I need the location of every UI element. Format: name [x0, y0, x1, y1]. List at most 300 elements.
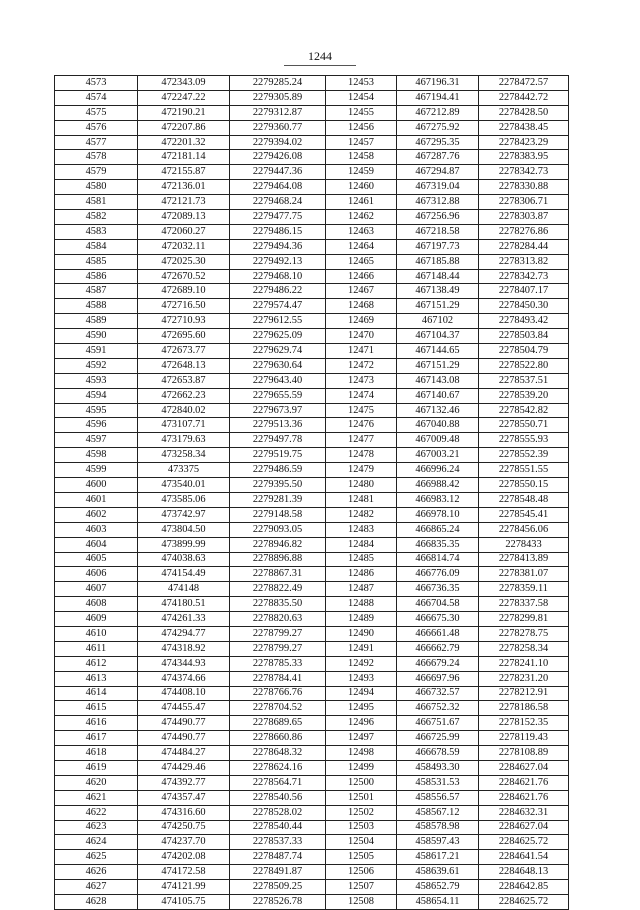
- table-cell: 2278537.51: [479, 373, 569, 388]
- table-cell: 2278648.32: [230, 746, 326, 761]
- table-cell: 2278278.75: [479, 626, 569, 641]
- table-cell: 4584: [55, 239, 138, 254]
- table-cell: 4585: [55, 254, 138, 269]
- table-cell: 2278799.27: [230, 641, 326, 656]
- table-cell: 2284621.76: [479, 790, 569, 805]
- table-cell: 4592: [55, 358, 138, 373]
- table-cell: 474392.77: [138, 775, 230, 790]
- table-cell: 466661.48: [397, 626, 479, 641]
- table-cell: 4587: [55, 284, 138, 299]
- table-cell: 2279468.24: [230, 195, 326, 210]
- table-cell: 467294.87: [397, 165, 479, 180]
- table-row: [55, 775, 569, 790]
- table-cell: 2278689.65: [230, 716, 326, 731]
- table-cell: 2279612.55: [230, 314, 326, 329]
- table-cell: 4599: [55, 463, 138, 478]
- table-cell: 466675.30: [397, 612, 479, 627]
- table-cell: 2284627.04: [479, 760, 569, 775]
- table-cell: 12502: [326, 805, 397, 820]
- table-row: [55, 224, 569, 239]
- table-cell: 2278299.81: [479, 612, 569, 627]
- table-cell: 2278509.25: [230, 880, 326, 895]
- table-cell: 2278423.29: [479, 135, 569, 150]
- table-cell: 4576: [55, 120, 138, 135]
- table-cell: 12491: [326, 641, 397, 656]
- table-cell: 4626: [55, 865, 138, 880]
- table-cell: 4590: [55, 329, 138, 344]
- table-cell: 2278303.87: [479, 210, 569, 225]
- table-cell: 474344.93: [138, 656, 230, 671]
- table-cell: 474105.75: [138, 894, 230, 909]
- table-cell: 2278552.39: [479, 448, 569, 463]
- table-cell: 458531.53: [397, 775, 479, 790]
- table-cell: 12488: [326, 597, 397, 612]
- table-row: [55, 522, 569, 537]
- table-cell: 2278487.74: [230, 850, 326, 865]
- table-cell: 2278342.73: [479, 165, 569, 180]
- table-cell: 467040.88: [397, 418, 479, 433]
- table-cell: 12508: [326, 894, 397, 909]
- table-cell: 467140.67: [397, 388, 479, 403]
- table-row: [55, 269, 569, 284]
- table-cell: 2279464.08: [230, 180, 326, 195]
- table-cell: 4579: [55, 165, 138, 180]
- table-cell: 2284627.04: [479, 820, 569, 835]
- table-cell: 12475: [326, 403, 397, 418]
- table-cell: 466814.74: [397, 552, 479, 567]
- table-cell: 2278456.06: [479, 522, 569, 537]
- table-cell: 12461: [326, 195, 397, 210]
- table-cell: 2279426.08: [230, 150, 326, 165]
- table-cell: 2278212.91: [479, 686, 569, 701]
- table-cell: 4595: [55, 403, 138, 418]
- table-cell: 12478: [326, 448, 397, 463]
- table-cell: 12474: [326, 388, 397, 403]
- table-cell: 4601: [55, 492, 138, 507]
- table-cell: 467256.96: [397, 210, 479, 225]
- table-cell: 4588: [55, 299, 138, 314]
- table-row: [55, 239, 569, 254]
- page-number: 1244: [308, 49, 332, 63]
- table-cell: 472648.13: [138, 358, 230, 373]
- table-cell: 472032.11: [138, 239, 230, 254]
- table-cell: 2279447.36: [230, 165, 326, 180]
- header-rule: [284, 65, 356, 66]
- table-cell: 472155.87: [138, 165, 230, 180]
- table-cell: 2278359.11: [479, 582, 569, 597]
- table-cell: 467185.88: [397, 254, 479, 269]
- table-cell: 466751.67: [397, 716, 479, 731]
- table-cell: 473899.99: [138, 537, 230, 552]
- table-cell: 2278450.30: [479, 299, 569, 314]
- table-cell: 4577: [55, 135, 138, 150]
- table-cell: 474250.75: [138, 820, 230, 835]
- table-cell: 474261.33: [138, 612, 230, 627]
- table-cell: 2279468.10: [230, 269, 326, 284]
- table-cell: 2279492.13: [230, 254, 326, 269]
- table-cell: 4621: [55, 790, 138, 805]
- table-cell: 12500: [326, 775, 397, 790]
- table-cell: 474318.92: [138, 641, 230, 656]
- table-cell: 12472: [326, 358, 397, 373]
- table-cell: 472190.21: [138, 105, 230, 120]
- table-cell: 2278119.43: [479, 731, 569, 746]
- table-cell: 2278383.95: [479, 150, 569, 165]
- table-row: [55, 210, 569, 225]
- table-cell: 2278820.63: [230, 612, 326, 627]
- table-cell: 4603: [55, 522, 138, 537]
- table-cell: 466732.57: [397, 686, 479, 701]
- table-cell: 2278472.57: [479, 76, 569, 91]
- table-cell: 2279148.58: [230, 507, 326, 522]
- table-cell: 2279281.39: [230, 492, 326, 507]
- table-cell: 2278946.82: [230, 537, 326, 552]
- table-cell: 4591: [55, 344, 138, 359]
- table-cell: 466865.24: [397, 522, 479, 537]
- table-row: [55, 358, 569, 373]
- table-cell: 474202.08: [138, 850, 230, 865]
- table-cell: 2279643.40: [230, 373, 326, 388]
- table-row: [55, 463, 569, 478]
- table-cell: 2278540.56: [230, 790, 326, 805]
- table-cell: 467197.73: [397, 239, 479, 254]
- table-cell: 12477: [326, 433, 397, 448]
- table-cell: 467102: [397, 314, 479, 329]
- table-cell: 458578.98: [397, 820, 479, 835]
- table-cell: 474148: [138, 582, 230, 597]
- table-row: [55, 612, 569, 627]
- table-cell: 4609: [55, 612, 138, 627]
- table-cell: 2279395.50: [230, 478, 326, 493]
- table-cell: 472695.60: [138, 329, 230, 344]
- table-cell: 12494: [326, 686, 397, 701]
- table-cell: 472201.32: [138, 135, 230, 150]
- table-cell: 472716.50: [138, 299, 230, 314]
- table-row: [55, 254, 569, 269]
- table-cell: 473107.71: [138, 418, 230, 433]
- table-cell: 4607: [55, 582, 138, 597]
- table-cell: 472089.13: [138, 210, 230, 225]
- table-cell: 474180.51: [138, 597, 230, 612]
- table-cell: 472710.93: [138, 314, 230, 329]
- table-cell: 2278337.58: [479, 597, 569, 612]
- table-cell: 4586: [55, 269, 138, 284]
- table-cell: 2278407.17: [479, 284, 569, 299]
- table-cell: 4606: [55, 567, 138, 582]
- table-cell: 2278545.41: [479, 507, 569, 522]
- table-cell: 12481: [326, 492, 397, 507]
- table-cell: 467319.04: [397, 180, 479, 195]
- table-cell: 466983.12: [397, 492, 479, 507]
- table-cell: 12507: [326, 880, 397, 895]
- table-cell: 2278442.72: [479, 90, 569, 105]
- table-cell: 466988.42: [397, 478, 479, 493]
- table-cell: 2279655.59: [230, 388, 326, 403]
- table-row: [55, 388, 569, 403]
- table-cell: 12453: [326, 76, 397, 91]
- table-cell: 467138.49: [397, 284, 479, 299]
- table-row: [55, 195, 569, 210]
- table-row: [55, 448, 569, 463]
- table-cell: 2284625.72: [479, 835, 569, 850]
- table-cell: 466996.24: [397, 463, 479, 478]
- table-cell: 2278799.27: [230, 626, 326, 641]
- table-cell: 4613: [55, 671, 138, 686]
- table-cell: 2284648.13: [479, 865, 569, 880]
- table-cell: 467218.58: [397, 224, 479, 239]
- table-cell: 2278152.35: [479, 716, 569, 731]
- table-cell: 12487: [326, 582, 397, 597]
- table-cell: 472840.02: [138, 403, 230, 418]
- table-cell: 2278108.89: [479, 746, 569, 761]
- table-cell: 2279625.09: [230, 329, 326, 344]
- table-cell: 2278493.42: [479, 314, 569, 329]
- table-cell: 2279486.15: [230, 224, 326, 239]
- table-cell: 474490.77: [138, 716, 230, 731]
- table-cell: 4597: [55, 433, 138, 448]
- table-cell: 466662.79: [397, 641, 479, 656]
- table-cell: 12469: [326, 314, 397, 329]
- table-cell: 2278822.49: [230, 582, 326, 597]
- table-cell: 2284642.85: [479, 880, 569, 895]
- table-cell: 467275.92: [397, 120, 479, 135]
- table-cell: 2278241.10: [479, 656, 569, 671]
- table-cell: 2278660.86: [230, 731, 326, 746]
- table-cell: 12462: [326, 210, 397, 225]
- table-row: [55, 373, 569, 388]
- table-cell: 4575: [55, 105, 138, 120]
- table-cell: 2278306.71: [479, 195, 569, 210]
- table-cell: 12458: [326, 150, 397, 165]
- table-cell: 4600: [55, 478, 138, 493]
- table-row: [55, 284, 569, 299]
- table-cell: 2278491.87: [230, 865, 326, 880]
- table-cell: 466752.32: [397, 701, 479, 716]
- table-cell: 4622: [55, 805, 138, 820]
- table-cell: 458567.12: [397, 805, 479, 820]
- table-row: [55, 135, 569, 150]
- table-cell: 472207.86: [138, 120, 230, 135]
- table-cell: 2278835.50: [230, 597, 326, 612]
- table-cell: 4611: [55, 641, 138, 656]
- table-cell: 2278540.44: [230, 820, 326, 835]
- table-cell: 472662.23: [138, 388, 230, 403]
- table-cell: 472670.52: [138, 269, 230, 284]
- table-cell: 2279305.89: [230, 90, 326, 105]
- table-cell: 2278342.73: [479, 269, 569, 284]
- table-cell: 12506: [326, 865, 397, 880]
- table-cell: 12498: [326, 746, 397, 761]
- table-row: [55, 746, 569, 761]
- table-cell: 458617.21: [397, 850, 479, 865]
- table-cell: 4580: [55, 180, 138, 195]
- table-row: [55, 120, 569, 135]
- table-cell: 2278624.16: [230, 760, 326, 775]
- table-cell: 467009.48: [397, 433, 479, 448]
- table-row: [55, 805, 569, 820]
- table-cell: 12493: [326, 671, 397, 686]
- table-cell: 467132.46: [397, 403, 479, 418]
- table-cell: 4628: [55, 894, 138, 909]
- table-row: [55, 314, 569, 329]
- table-row: [55, 894, 569, 909]
- table-row: [55, 329, 569, 344]
- table-cell: 2279497.78: [230, 433, 326, 448]
- table-cell: 474154.49: [138, 567, 230, 582]
- table-cell: 2278537.33: [230, 835, 326, 850]
- table-cell: 467194.41: [397, 90, 479, 105]
- table-cell: 12463: [326, 224, 397, 239]
- table-cell: 12460: [326, 180, 397, 195]
- table-cell: 467144.65: [397, 344, 479, 359]
- table-row: [55, 552, 569, 567]
- table-cell: 4616: [55, 716, 138, 731]
- table-cell: 466736.35: [397, 582, 479, 597]
- table-row: [55, 90, 569, 105]
- table-cell: 2278231.20: [479, 671, 569, 686]
- table-cell: 12468: [326, 299, 397, 314]
- table-cell: 466835.35: [397, 537, 479, 552]
- table-cell: 467003.21: [397, 448, 479, 463]
- table-cell: 4578: [55, 150, 138, 165]
- table-row: [55, 790, 569, 805]
- table-cell: 466725.99: [397, 731, 479, 746]
- table-row: [55, 626, 569, 641]
- table-cell: 474429.46: [138, 760, 230, 775]
- table-row: [55, 731, 569, 746]
- table-cell: 12464: [326, 239, 397, 254]
- table-cell: 12476: [326, 418, 397, 433]
- table-cell: 474374.66: [138, 671, 230, 686]
- table-cell: 472181.14: [138, 150, 230, 165]
- table-cell: 2278526.78: [230, 894, 326, 909]
- table-cell: 12503: [326, 820, 397, 835]
- table-cell: 458556.57: [397, 790, 479, 805]
- table-cell: 2278381.07: [479, 567, 569, 582]
- table-cell: 12466: [326, 269, 397, 284]
- table-cell: 4605: [55, 552, 138, 567]
- table-cell: 2278258.34: [479, 641, 569, 656]
- table-cell: 4593: [55, 373, 138, 388]
- table-cell: 466776.09: [397, 567, 479, 582]
- table-cell: 12486: [326, 567, 397, 582]
- table-cell: 2279486.59: [230, 463, 326, 478]
- table-row: [55, 880, 569, 895]
- table-row: [55, 641, 569, 656]
- table-cell: 474237.70: [138, 835, 230, 850]
- table-cell: 467151.29: [397, 358, 479, 373]
- table-cell: 472121.73: [138, 195, 230, 210]
- table-cell: 12489: [326, 612, 397, 627]
- table-cell: 2279513.36: [230, 418, 326, 433]
- table-cell: 466704.58: [397, 597, 479, 612]
- table-cell: 12485: [326, 552, 397, 567]
- table-cell: 4620: [55, 775, 138, 790]
- table-cell: 4617: [55, 731, 138, 746]
- table-row: [55, 180, 569, 195]
- table-row: [55, 582, 569, 597]
- table-row: [55, 656, 569, 671]
- table-cell: 2278503.84: [479, 329, 569, 344]
- table-cell: 2278704.52: [230, 701, 326, 716]
- table-cell: 473742.97: [138, 507, 230, 522]
- table-row: [55, 820, 569, 835]
- table-cell: 4618: [55, 746, 138, 761]
- table-cell: 12505: [326, 850, 397, 865]
- table-cell: 4594: [55, 388, 138, 403]
- table-cell: 12483: [326, 522, 397, 537]
- table-cell: 2278522.80: [479, 358, 569, 373]
- table-cell: 458597.43: [397, 835, 479, 850]
- table-cell: 467312.88: [397, 195, 479, 210]
- table-cell: 4615: [55, 701, 138, 716]
- coordinates-table: [54, 75, 569, 910]
- table-row: [55, 567, 569, 582]
- table-cell: 472653.87: [138, 373, 230, 388]
- table-row: [55, 760, 569, 775]
- table-cell: 474038.63: [138, 552, 230, 567]
- table-cell: 12495: [326, 701, 397, 716]
- table-cell: 12482: [326, 507, 397, 522]
- table-row: [55, 597, 569, 612]
- table-cell: 472060.27: [138, 224, 230, 239]
- table-cell: 2278438.45: [479, 120, 569, 135]
- table-cell: 2278539.20: [479, 388, 569, 403]
- table-cell: 4612: [55, 656, 138, 671]
- table-cell: 472343.09: [138, 76, 230, 91]
- table-cell: 2278867.31: [230, 567, 326, 582]
- table-cell: 2279312.87: [230, 105, 326, 120]
- table-cell: 473540.01: [138, 478, 230, 493]
- table-cell: 4608: [55, 597, 138, 612]
- table-cell: 4582: [55, 210, 138, 225]
- table-cell: 467148.44: [397, 269, 479, 284]
- table-cell: 2278766.76: [230, 686, 326, 701]
- table-cell: 12471: [326, 344, 397, 359]
- table-cell: 4602: [55, 507, 138, 522]
- table-cell: 2278784.41: [230, 671, 326, 686]
- table-cell: 458493.30: [397, 760, 479, 775]
- table-cell: 2279486.22: [230, 284, 326, 299]
- table-cell: 472673.77: [138, 344, 230, 359]
- table-cell: 474172.58: [138, 865, 230, 880]
- table-cell: 458639.61: [397, 865, 479, 880]
- table-cell: 474484.27: [138, 746, 230, 761]
- table-row: [55, 344, 569, 359]
- table-row: [55, 418, 569, 433]
- table-cell: 474408.10: [138, 686, 230, 701]
- table-cell: 12454: [326, 90, 397, 105]
- table-cell: 12492: [326, 656, 397, 671]
- table-row: [55, 701, 569, 716]
- table-cell: 12496: [326, 716, 397, 731]
- table-cell: 2278564.71: [230, 775, 326, 790]
- table-cell: 2278548.48: [479, 492, 569, 507]
- table-cell: 2278276.86: [479, 224, 569, 239]
- table-cell: 467212.89: [397, 105, 479, 120]
- table-cell: 2279629.74: [230, 344, 326, 359]
- table-cell: 12504: [326, 835, 397, 850]
- table-cell: 4604: [55, 537, 138, 552]
- table-cell: 466697.96: [397, 671, 479, 686]
- table-cell: 474357.47: [138, 790, 230, 805]
- table-cell: 467287.76: [397, 150, 479, 165]
- table-cell: 2278550.15: [479, 478, 569, 493]
- table-cell: 4573: [55, 76, 138, 91]
- table-row: [55, 835, 569, 850]
- table-cell: 12479: [326, 463, 397, 478]
- table-cell: 4625: [55, 850, 138, 865]
